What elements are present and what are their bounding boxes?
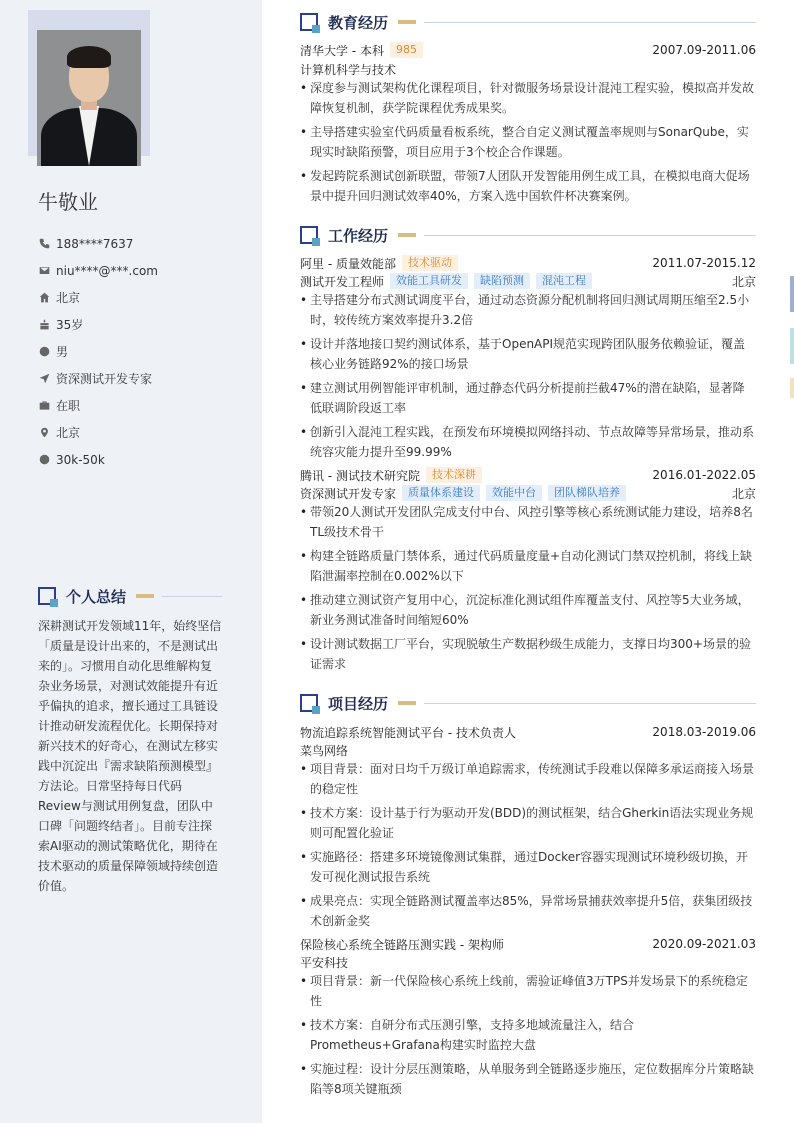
list-item: • 实施路径：搭建多环境镜像测试集群，通过Docker容器实现测试环境秒级切换，开发可视化测试报告系统 xyxy=(300,847,756,887)
project-bullets xyxy=(300,759,756,935)
project-header-row xyxy=(300,935,756,953)
project-dates: 2018.03-2019.06 xyxy=(652,725,756,739)
age-row xyxy=(38,311,238,338)
list-item: • 构建全链路质量门禁体系，通过代码质量度量+自动化测试门禁双控机制，将线上缺陷泄漏率控制在0.002%以下 xyxy=(300,546,756,586)
section-icon xyxy=(300,226,318,244)
project-org-row xyxy=(300,953,756,971)
job-dates: 2011.07-2015.12 xyxy=(652,256,756,270)
location-row xyxy=(38,284,238,311)
summary-heading xyxy=(38,585,222,607)
list-item: • 技术方案：设计基于行为驱动开发(BDD)的测试框架，结合Gherkin语法实现业务规则可配置化验证 xyxy=(300,803,756,843)
section-icon xyxy=(300,13,318,31)
section-divider xyxy=(424,235,756,236)
section-divider xyxy=(424,22,756,23)
skill-tag: 质量体系建设 xyxy=(402,485,480,501)
status-row xyxy=(38,392,238,419)
status-value: 在职 xyxy=(56,399,81,413)
job-header-row xyxy=(300,254,756,272)
project-org-row xyxy=(300,741,756,759)
list-item: • 发起跨院系测试创新联盟，带领7人团队开发智能用例生成工具，在模拟电商大促场景中提升回归测试效率40%，方案入选中国软件杯决赛案例。 xyxy=(300,166,756,206)
job-city: 北京 xyxy=(731,274,756,289)
email-value: niu****@***.com xyxy=(56,263,158,278)
list-item: • 成果亮点：实现全链路测试覆盖率达85%，异常场景捕获效率提升5倍，获集团级技术创新金奖 xyxy=(300,891,756,931)
list-item: • 设计并落地接口契约测试体系，基于OpenAPI规范实现跨团队服务依赖验证，覆盖核心业务链路92%的接口场景 xyxy=(300,334,756,374)
summary-title: 个人总结 xyxy=(66,587,127,606)
project-name: 保险核心系统全链路压测实践 - 架构师 xyxy=(300,937,504,952)
location-value: 北京 xyxy=(56,291,81,305)
phone-row xyxy=(38,230,238,257)
project-org: 平安科技 xyxy=(300,955,349,970)
edge-mark xyxy=(790,276,794,312)
education-dates: 2007.09-2011.06 xyxy=(652,43,756,57)
list-item: • 项目背景：新一代保险核心系统上线前，需验证峰值3万TPS并发场景下的系统稳定性 xyxy=(300,971,756,1011)
projects-title: 项目经历 xyxy=(328,694,389,713)
home-icon xyxy=(38,292,50,304)
project-bullets xyxy=(300,971,756,1103)
edge-mark xyxy=(790,328,794,364)
list-item: • 带领20人测试开发团队完成支付中台、风控引擎等核心系统测试能力建设，培养8名TL级技术骨干 xyxy=(300,502,756,542)
email-row xyxy=(38,257,238,284)
city-row xyxy=(38,419,238,446)
cake-icon xyxy=(38,319,50,331)
project-dates: 2020.09-2021.03 xyxy=(652,937,756,951)
education-heading xyxy=(300,11,756,33)
section-accent-bar xyxy=(136,594,154,598)
section-divider xyxy=(424,703,756,704)
gender-value: 男 xyxy=(56,345,69,359)
job-role-row xyxy=(300,272,756,290)
project-org: 菜鸟网络 xyxy=(300,743,349,758)
job-role-row xyxy=(300,484,756,502)
money-icon xyxy=(38,454,50,466)
job-role: 测试开发工程师 xyxy=(300,274,385,289)
skill-tag: 团队梯队培养 xyxy=(548,485,626,501)
education-bullets xyxy=(300,78,756,210)
skill-tag: 缺陷预测 xyxy=(474,273,530,289)
section-accent-bar xyxy=(398,20,416,24)
candidate-name: 牛敬业 xyxy=(38,190,98,214)
education-major-row xyxy=(300,60,756,78)
section-icon xyxy=(38,587,56,605)
sidebar xyxy=(0,0,262,1123)
section-icon xyxy=(300,694,318,712)
list-item: • 主导搭建分布式测试调度平台，通过动态资源分配机制将回归测试周期压缩至2.5小时，较传统方案效率提升3.2倍 xyxy=(300,290,756,330)
job-bullets xyxy=(300,290,756,466)
work-heading xyxy=(300,224,756,246)
school-name: 清华大学 - 本科 xyxy=(300,43,384,58)
work-title: 工作经历 xyxy=(328,226,389,245)
position-row xyxy=(38,365,238,392)
avatar xyxy=(37,30,141,166)
phone-value: 188****7637 xyxy=(56,236,134,251)
job-role: 资深测试开发专家 xyxy=(300,486,397,501)
school-badge: 985 xyxy=(390,42,423,58)
salary-value: 30k-50k xyxy=(56,452,105,467)
gender-row xyxy=(38,338,238,365)
mail-icon xyxy=(38,265,50,277)
edge-mark xyxy=(790,378,794,398)
job-bullets xyxy=(300,502,756,678)
education-header-row xyxy=(300,41,756,59)
company-name: 阿里 - 质量效能部 xyxy=(300,256,396,271)
contact-info xyxy=(38,230,238,473)
list-item: • 推动建立测试资产复用中心，沉淀标准化测试组件库覆盖支付、风控等5大业务域，新业务测试准备时间缩短60% xyxy=(300,590,756,630)
phone-icon xyxy=(38,238,50,250)
list-item: • 创新引入混沌工程实践，在预发布环境模拟网络抖动、节点故障等异常场景，推动系统容灾能力提升至99.99% xyxy=(300,422,756,462)
list-item: • 项目背景：面对日均千万级订单追踪需求，传统测试手段难以保障多承运商接入场景的稳定性 xyxy=(300,759,756,799)
briefcase-icon xyxy=(38,400,50,412)
list-item: • 设计测试数据工厂平台，实现脱敏生产数据秒级生成能力，支撑日均300+场景的验证需求 xyxy=(300,634,756,674)
education-title: 教育经历 xyxy=(328,13,389,32)
section-divider xyxy=(162,596,222,597)
company-name: 腾讯 - 测试技术研究院 xyxy=(300,468,420,483)
list-item: • 技术方案：自研分布式压测引擎，支持多地域流量注入，结合Prometheus+Grafana构建实时监控大盘 xyxy=(300,1015,756,1055)
job-dates: 2016.01-2022.05 xyxy=(652,468,756,482)
map-pin-icon xyxy=(38,427,50,439)
list-item: • 建立测试用例智能评审机制，通过静态代码分析提前拦截47%的潜在缺陷，显著降低联调阶段返工率 xyxy=(300,378,756,418)
projects-heading xyxy=(300,692,756,714)
summary-text: 深耕测试开发领域11年，始终坚信「质量是设计出来的，不是测试出来的」。习惯用自动化思维解构复杂业务场景，对测试效能提升有近乎偏执的追求，擅长通过工具链设计推动研发流程优化。长期保持对新兴技术的好奇心，在测试左移实践中沉淀出『需求缺陷预测模型』方法论。日常坚持每日代码Review与测试用例复盘，团队中口碑「问题终结者」。目前专注探索AI驱动的测试策略优化，期待在技术驱动的质量保障领域持续创造价值。 xyxy=(38,619,222,893)
skill-tag: 效能工具研发 xyxy=(390,273,468,289)
send-icon xyxy=(38,373,50,385)
salary-row xyxy=(38,446,238,473)
position-value: 资深测试开发专家 xyxy=(56,372,153,386)
company-badge: 技术驱动 xyxy=(402,255,458,271)
skill-tag: 混沌工程 xyxy=(536,273,592,289)
city-value: 北京 xyxy=(56,426,81,440)
job-header-row xyxy=(300,466,756,484)
skill-tag: 效能中台 xyxy=(486,485,542,501)
company-badge: 技术深耕 xyxy=(426,467,482,483)
list-item: • 实施过程：设计分层压测策略，从单服务到全链路逐步施压，定位数据库分片策略缺陷等8项关键瓶颈 xyxy=(300,1059,756,1099)
person-circle-icon xyxy=(38,346,50,358)
list-item: • 深度参与测试架构优化课程项目，针对微服务场景设计混沌工程实验，模拟高并发故障恢复机制，获学院课程优秀成果奖。 xyxy=(300,78,756,118)
project-header-row xyxy=(300,723,756,741)
job-city: 北京 xyxy=(731,486,756,501)
project-name: 物流追踪系统智能测试平台 - 技术负责人 xyxy=(300,725,516,740)
major: 计算机科学与技术 xyxy=(300,62,397,77)
section-accent-bar xyxy=(398,701,416,705)
list-item: • 主导搭建实验室代码质量看板系统，整合自定义测试覆盖率规则与SonarQube，实现实时缺陷预警，项目应用于3个校企合作课题。 xyxy=(300,122,756,162)
section-accent-bar xyxy=(398,233,416,237)
age-value: 35岁 xyxy=(56,318,84,332)
